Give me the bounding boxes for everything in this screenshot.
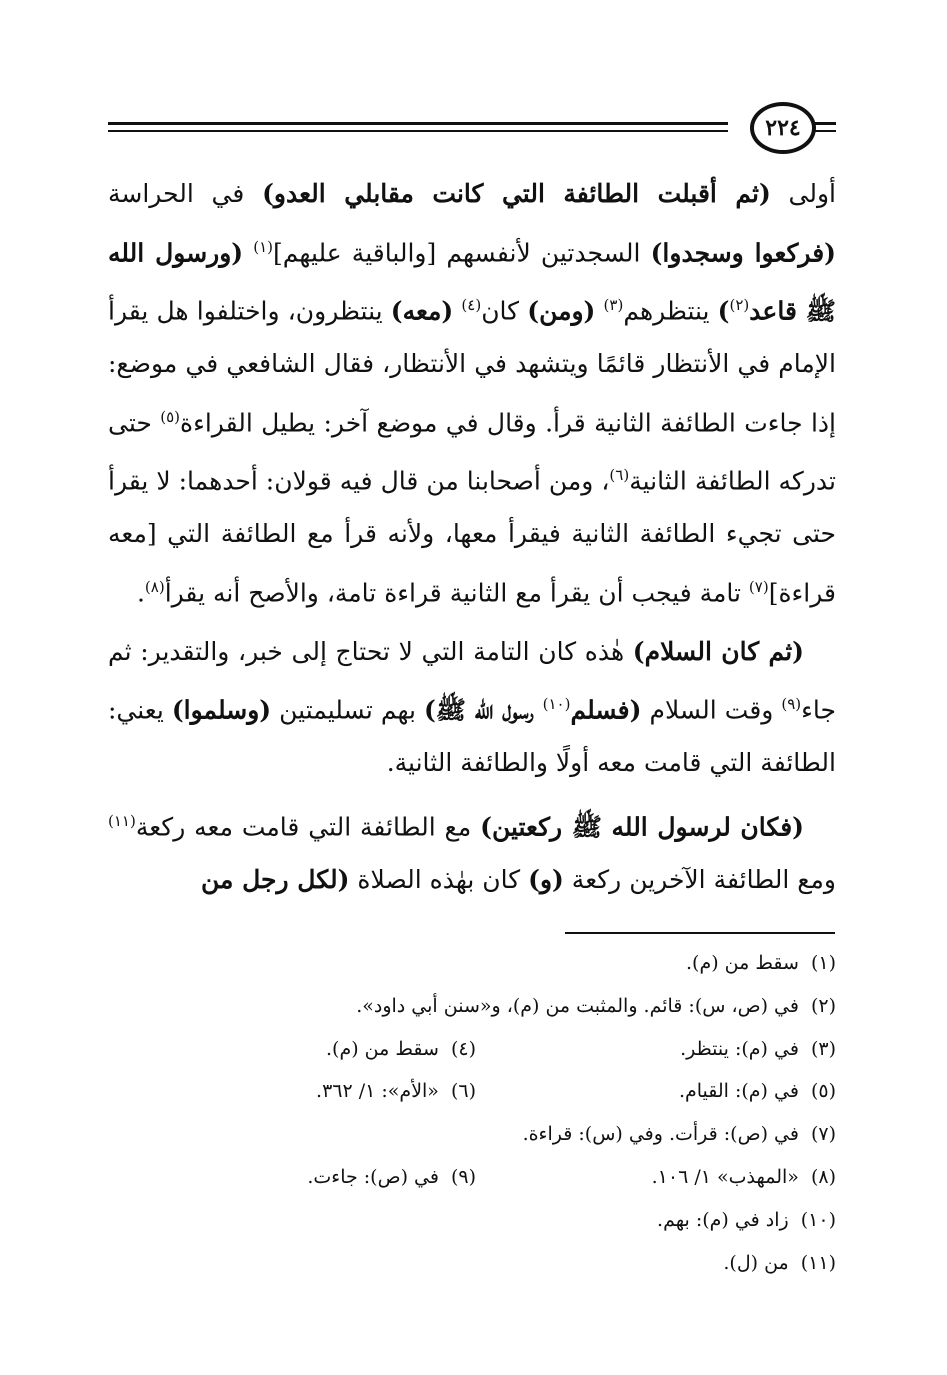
footnote (316, 1070, 476, 1113)
commentary-text: ، ومن أصحابنا من قال فيه قولان: أحدهما: لا يقرأ حتى تجيء الطائفة الثانية فيقرأ معها، ولأنه قرأ مع الطائفة التي [معه قراءة] (108, 466, 836, 608)
header-rule (108, 130, 728, 132)
footnote (476, 1156, 836, 1199)
matn-text: (ورسول الله ﷺ قاعد (108, 237, 836, 326)
footnote-number: (١) (810, 952, 836, 974)
commentary-text: أولى (770, 179, 836, 208)
footnote-number: (٥) (810, 1080, 836, 1103)
footnote (723, 1242, 836, 1285)
footnote (657, 1199, 836, 1242)
footnote-ref: (٦) (609, 466, 630, 485)
page-number: ٢٢٤ (750, 102, 816, 154)
footnote-number: (٢) (810, 994, 836, 1017)
footnotes (108, 942, 836, 1284)
footnote-row (108, 1070, 836, 1113)
footnote (476, 1070, 836, 1113)
footnote-text: سقط من (م). (326, 1037, 439, 1060)
footnote-number: (٦) (450, 1080, 476, 1103)
footnote-ref: (٧) (748, 577, 769, 596)
footnote-ref: (١١) (108, 812, 136, 831)
footnote-ref: (٢) (729, 296, 750, 315)
footnote-text: في (ص): جاءت. (307, 1165, 439, 1188)
commentary-text: كان (481, 296, 528, 326)
footnote-text: سقط من (م). (686, 952, 799, 974)
footnote-text: من (ل). (723, 1251, 789, 1274)
footnote-row (108, 1156, 836, 1199)
commentary-text: وقت السلام (641, 695, 782, 725)
matn-text: (فسلم (570, 695, 642, 725)
commentary-text: هٰذه كان التامة التي لا تحتاج إلى خبر، والتقدير: ثم جاء (108, 636, 836, 725)
commentary-text: بهم تسليمتين (271, 695, 424, 725)
commentary-text: ينتظرون، واختلفوا هل يقرأ الإمام في الأنتظار قائمًا ويتشهد في الأنتظار، فقال الشافعي في موضع: إذا جاءت الطائفة الثانية قرأ. وقال في موضع آخر: يطيل القراءة (108, 296, 836, 437)
commentary-text: ومع الطائفة الآخرين ركعة (563, 865, 836, 895)
footnote (686, 942, 836, 985)
matn-text: (فركعوا وسجدوا) (650, 237, 836, 267)
footnote-text: في (م): ينتظر. (680, 1037, 799, 1060)
commentary-text (595, 297, 603, 326)
matn-text: (ثم كان السلام) (632, 636, 804, 666)
footnote-row (108, 1242, 836, 1285)
commentary-text: حتى تدركه الطائفة الثانية (108, 407, 836, 496)
footnote-number: (١٠) (800, 1208, 836, 1231)
footnote (326, 1028, 476, 1071)
matn-text: (ومن) (527, 296, 596, 326)
paragraph (108, 168, 836, 620)
footnote-row (108, 942, 836, 985)
matn-text: رسول الله ﷺ) (423, 695, 543, 725)
commentary-text: . (136, 578, 145, 608)
page-header (108, 100, 836, 160)
matn-text: (ثم أقبلت الطائفة التي كانت مقابلي العدو) (262, 179, 771, 208)
footnote (307, 1156, 476, 1199)
commentary-text: يعني: الطائفة التي قامت معه أولًا والطائفة الثانية. (108, 695, 836, 777)
footnote-row (108, 1113, 836, 1156)
paragraph (108, 626, 836, 790)
footnote (523, 1113, 836, 1156)
commentary-text: في الحراسة (108, 179, 263, 208)
paragraph (108, 795, 836, 906)
header-rule (108, 122, 728, 125)
footnote-number: (٧) (810, 1123, 836, 1146)
footnote-ref: (٥) (160, 407, 180, 426)
footnote-text: في (ص): قرأت. وفي (س): قراءة. (522, 1123, 799, 1146)
footnote-ref: (٣) (603, 296, 624, 315)
footnote-text: زاد في (م): بهم. (657, 1208, 789, 1231)
footnote-ref: (٤) (461, 296, 482, 315)
footnote-ref: (٩) (781, 695, 802, 714)
commentary-text: كان بهٰذه الصلاة (349, 865, 529, 895)
commentary-text: السجدتين لأنفسهم [والباقية عليهم] (273, 237, 651, 267)
commentary-text (243, 238, 253, 267)
commentary-text: مع الطائفة التي قامت معه ركعة (135, 812, 481, 842)
footnote-number: (٣) (810, 1037, 836, 1060)
footnote-text: «المهذب» ١/ ١٠٦. (651, 1165, 799, 1188)
footnote-row (108, 1199, 836, 1242)
commentary-text: ينتظرهم (623, 296, 718, 326)
footnote-ref: (١) (253, 237, 274, 256)
footnote-text: في (م): القيام. (678, 1080, 799, 1103)
footnote-separator (565, 932, 835, 934)
matn-text: (لكل رجل من (201, 865, 350, 895)
footnote-text: «الأم»: ١/ ٣٦٢. (316, 1080, 439, 1103)
footnote-row (108, 1028, 836, 1071)
footnote (476, 1028, 836, 1071)
footnote-number: (٩) (450, 1165, 476, 1188)
footnote (356, 985, 836, 1028)
footnote-number: (٤) (450, 1037, 476, 1060)
matn-text: (فكان لرسول الله ﷺ ركعتين) (480, 812, 804, 842)
footnote-text: في (ص، س): قائم. والمثبت من (م)، و«سنن أبي داود». (356, 994, 799, 1017)
footnote-number: (٨) (810, 1165, 836, 1188)
footnote-row (108, 985, 836, 1028)
footnote-ref: (٨) (144, 577, 165, 596)
matn-text: (معه) (390, 296, 454, 326)
matn-text: (و) (528, 865, 564, 895)
commentary-text: تامة فيجب أن يقرأ مع الثانية قراءة تامة، والأصح أنه يقرأ (164, 578, 749, 608)
footnote-number: (١١) (800, 1251, 836, 1274)
matn-text: ) (717, 296, 730, 326)
footnote-ref: (١٠) (542, 695, 571, 714)
matn-text: (وسلموا) (171, 695, 272, 725)
main-text (108, 168, 836, 907)
